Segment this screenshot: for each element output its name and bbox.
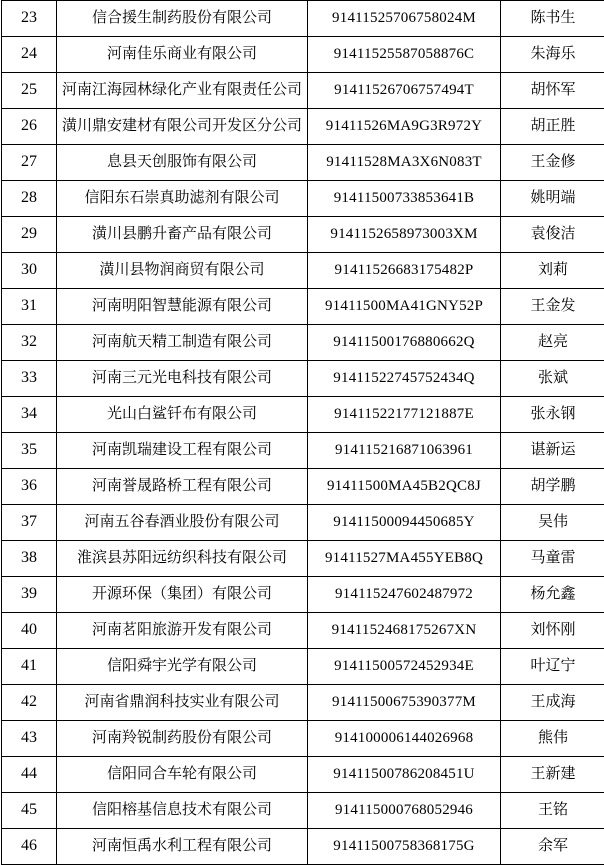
row-index: 44 [2,757,57,793]
legal-representative: 张永钢 [501,397,604,433]
row-index: 33 [2,361,57,397]
legal-representative: 王铭 [501,793,604,829]
credit-code: 91411522745752434Q [308,361,501,397]
row-index: 28 [2,181,57,217]
table-row [2,433,604,469]
enterprise-name: 河南江海园林绿化产业有限责任公司 [57,73,308,109]
table-row [2,613,604,649]
table-row [2,469,604,505]
enterprise-name: 开源环保（集团）有限公司 [57,577,308,613]
credit-code: 91411525587058876C [308,37,501,73]
table-row [2,73,604,109]
credit-code: 914115216871063961 [308,433,501,469]
row-index: 43 [2,721,57,757]
row-index: 41 [2,649,57,685]
table-row [2,145,604,181]
enterprise-name: 淮滨县苏阳远纺织科技有限公司 [57,541,308,577]
legal-representative: 陈书生 [501,1,604,37]
credit-code: 91411500733853641B [308,181,501,217]
table-row [2,361,604,397]
enterprise-name: 河南誉晟路桥工程有限公司 [57,469,308,505]
table-row [2,37,604,73]
enterprise-name: 光山白鲨钎布有限公司 [57,397,308,433]
legal-representative: 叶辽宁 [501,649,604,685]
legal-representative: 刘莉 [501,253,604,289]
table-body [2,1,604,865]
credit-code: 9141152658973003XM [308,217,501,253]
credit-code: 91411525706758024M [308,1,501,37]
credit-code: 914115000768052946 [308,793,501,829]
enterprise-name: 潢川鼎安建材有限公司开发区分公司 [57,109,308,145]
credit-code: 91411500758368175G [308,829,501,865]
legal-representative: 马童雷 [501,541,604,577]
enterprise-name: 河南三元光电科技有限公司 [57,361,308,397]
legal-representative: 王新建 [501,757,604,793]
table-row [2,649,604,685]
table-row [2,541,604,577]
table-row [2,1,604,37]
enterprise-name: 河南明阳智慧能源有限公司 [57,289,308,325]
legal-representative: 刘怀刚 [501,613,604,649]
enterprise-name: 潢川县物润商贸有限公司 [57,253,308,289]
credit-code: 91411526MA9G3R972Y [308,109,501,145]
legal-representative: 熊伟 [501,721,604,757]
enterprise-name: 河南佳乐商业有限公司 [57,37,308,73]
row-index: 32 [2,325,57,361]
enterprise-name: 信阳舜宇光学有限公司 [57,649,308,685]
credit-code: 914115247602487972 [308,577,501,613]
legal-representative: 王金发 [501,289,604,325]
row-index: 38 [2,541,57,577]
credit-code: 91411500572452934E [308,649,501,685]
row-index: 30 [2,253,57,289]
row-index: 27 [2,145,57,181]
row-index: 40 [2,613,57,649]
enterprise-name: 信阳榕基信息技术有限公司 [57,793,308,829]
table-row [2,829,604,865]
table-row [2,325,604,361]
table-row [2,217,604,253]
legal-representative: 胡学鹏 [501,469,604,505]
row-index: 31 [2,289,57,325]
legal-representative: 袁俊洁 [501,217,604,253]
enterprise-name: 河南恒禹水利工程有限公司 [57,829,308,865]
legal-representative: 王成海 [501,685,604,721]
row-index: 37 [2,505,57,541]
legal-representative: 王金修 [501,145,604,181]
table-row [2,793,604,829]
enterprise-name: 信阳同合车轮有限公司 [57,757,308,793]
table-row [2,577,604,613]
legal-representative: 杨允鑫 [501,577,604,613]
row-index: 23 [2,1,57,37]
credit-code: 91411526683175482P [308,253,501,289]
legal-representative: 朱海乐 [501,37,604,73]
row-index: 46 [2,829,57,865]
enterprise-name: 河南五谷春酒业股份有限公司 [57,505,308,541]
row-index: 24 [2,37,57,73]
row-index: 29 [2,217,57,253]
row-index: 39 [2,577,57,613]
credit-code: 91411500675390377M [308,685,501,721]
table-row [2,505,604,541]
enterprise-name: 河南凯瑞建设工程有限公司 [57,433,308,469]
row-index: 26 [2,109,57,145]
table-row [2,181,604,217]
table-row [2,721,604,757]
enterprise-name: 潢川县鹏升畜产品有限公司 [57,217,308,253]
credit-code: 91411527MA455YEB8Q [308,541,501,577]
row-index: 25 [2,73,57,109]
legal-representative: 胡正胜 [501,109,604,145]
legal-representative: 吴伟 [501,505,604,541]
row-index: 45 [2,793,57,829]
credit-code: 91411500094450685Y [308,505,501,541]
enterprise-name: 河南航天精工制造有限公司 [57,325,308,361]
enterprise-name: 信阳东石崇真助滤剂有限公司 [57,181,308,217]
credit-code: 914100006144026968 [308,721,501,757]
table-row [2,757,604,793]
enterprise-name: 息县天创服饰有限公司 [57,145,308,181]
legal-representative: 赵亮 [501,325,604,361]
credit-code: 91411500786208451U [308,757,501,793]
enterprise-name: 河南省鼎润科技实业有限公司 [57,685,308,721]
legal-representative: 姚明端 [501,181,604,217]
credit-code: 91411500176880662Q [308,325,501,361]
legal-representative: 余军 [501,829,604,865]
credit-code: 91411522177121887E [308,397,501,433]
row-index: 34 [2,397,57,433]
row-index: 42 [2,685,57,721]
legal-representative: 胡怀军 [501,73,604,109]
table-row [2,109,604,145]
table-row [2,289,604,325]
credit-code: 91411500MA41GNY52P [308,289,501,325]
row-index: 35 [2,433,57,469]
enterprise-registry-table [1,0,604,865]
enterprise-name: 信合援生制药股份有限公司 [57,1,308,37]
legal-representative: 张斌 [501,361,604,397]
credit-code: 91411528MA3X6N083T [308,145,501,181]
row-index: 36 [2,469,57,505]
table-row [2,253,604,289]
credit-code: 91411500MA45B2QC8J [308,469,501,505]
enterprise-name: 河南羚锐制药股份有限公司 [57,721,308,757]
enterprise-name: 河南茗阳旅游开发有限公司 [57,613,308,649]
credit-code: 91411526706757494T [308,73,501,109]
credit-code: 9141152468175267XN [308,613,501,649]
legal-representative: 谌新运 [501,433,604,469]
table-row [2,397,604,433]
table-row [2,685,604,721]
